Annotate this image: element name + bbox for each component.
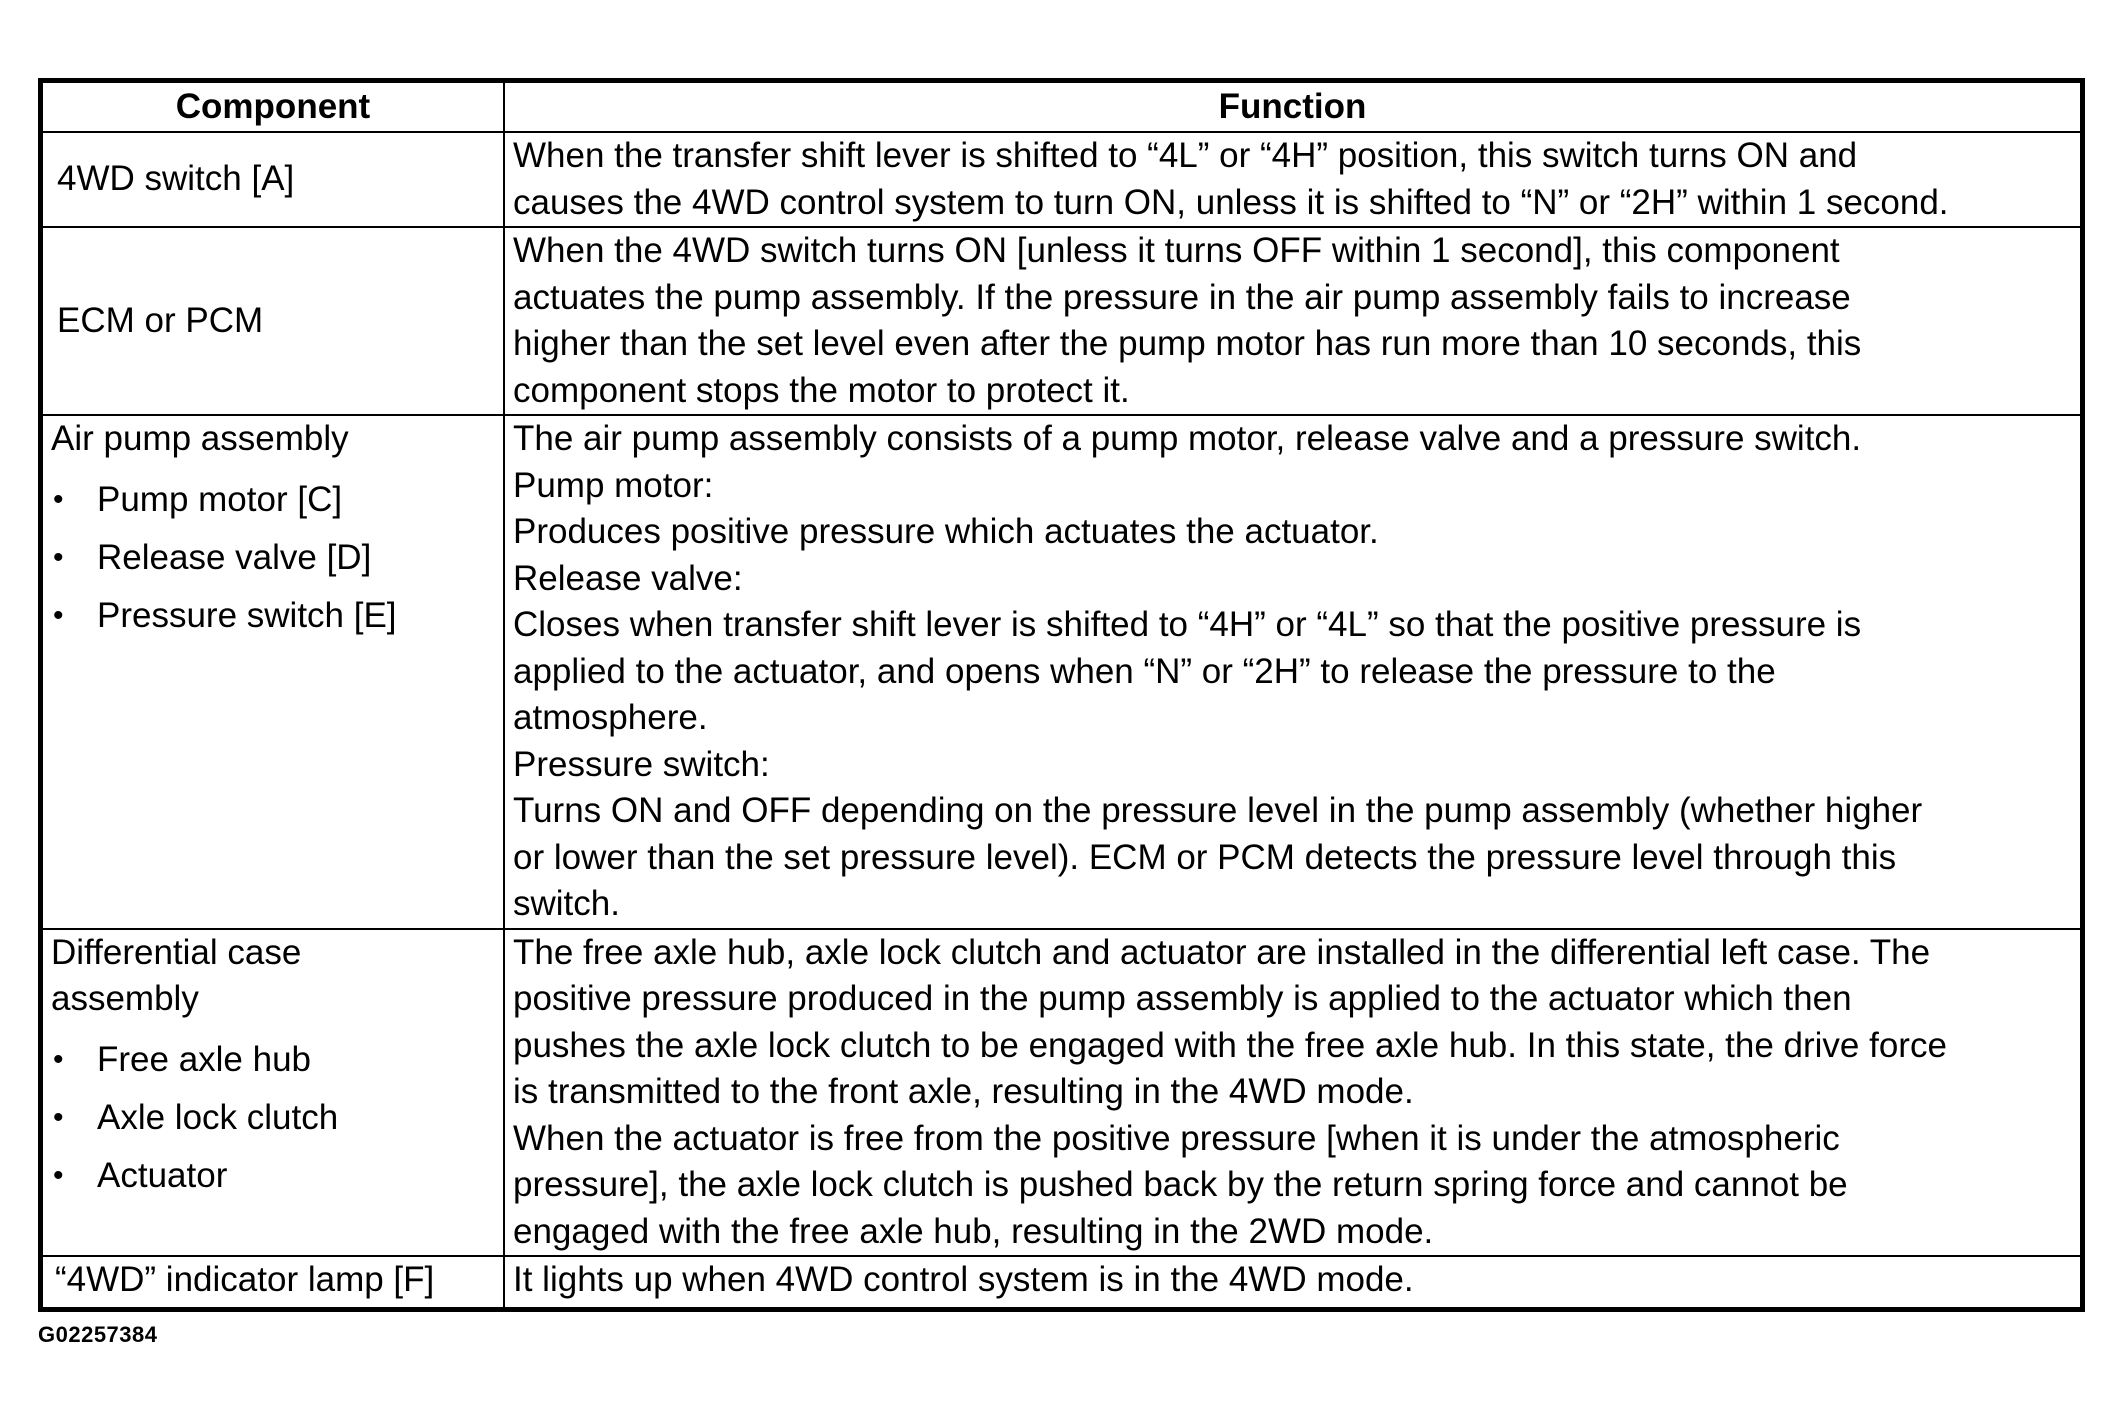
sub-component-label: Release valve [D]	[97, 537, 372, 577]
function-line: The free axle hub, axle lock clutch and actuator are installed in the differential left case. The	[513, 932, 1931, 972]
function-line: atmosphere.	[513, 698, 708, 737]
header-row	[43, 83, 2080, 132]
function-line: applied to the actuator, and opens when “N” or “2H” to release the pressure to the	[513, 651, 1776, 691]
function-line: pushes the axle lock clutch to be engaged with the free axle hub. In this state, the drive force	[513, 1025, 1947, 1065]
sub-component-label: Pump motor [C]	[97, 479, 343, 519]
function-line: Pump motor:	[513, 465, 714, 505]
component-cell	[43, 132, 504, 227]
function-line: engaged with the free axle hub, resulting in the 2WD mode.	[513, 1211, 1434, 1251]
component-name: assembly	[51, 979, 199, 1018]
sub-component-label: Free axle hub	[97, 1039, 312, 1079]
list-item	[51, 471, 497, 529]
list-item	[51, 1147, 497, 1205]
function-line: switch.	[513, 884, 620, 923]
sub-component-label: Axle lock clutch	[97, 1097, 339, 1137]
component-name: ECM or PCM	[57, 300, 264, 340]
component-name: “4WD” indicator lamp [F]	[55, 1260, 435, 1299]
function-line: Release valve:	[513, 558, 743, 598]
component-cell	[43, 929, 504, 1257]
list-item	[51, 1089, 497, 1147]
component-name: Air pump assembly	[51, 419, 349, 458]
function-line: positive pressure produced in the pump assembly is applied to the actuator which then	[513, 979, 1852, 1018]
function-line: When the 4WD switch turns ON [unless it turns OFF within 1 second], this component	[513, 231, 1840, 270]
bullet-icon: •	[53, 482, 64, 516]
bullet-icon: •	[53, 1042, 64, 1076]
bullet-icon: •	[53, 1100, 64, 1134]
component-function-table	[38, 78, 2085, 1312]
component-cell	[43, 415, 504, 929]
function-line: higher than the set level even after the pump motor has run more than 10 seconds, this	[513, 324, 1862, 363]
function-cell	[504, 132, 2080, 227]
figure-id: G02257384	[38, 1322, 158, 1347]
table-row	[43, 227, 2080, 415]
component-name: 4WD switch [A]	[57, 159, 295, 199]
sub-component-list	[51, 1031, 497, 1205]
function-line: It lights up when 4WD control system is in the 4WD mode.	[513, 1260, 1414, 1299]
function-line: Pressure switch:	[513, 744, 770, 784]
bullet-icon: •	[53, 540, 64, 574]
function-line: is transmitted to the front axle, resulting in the 4WD mode.	[513, 1072, 1414, 1111]
function-cell	[504, 1256, 2080, 1307]
function-line: When the actuator is free from the positive pressure [when it is under the atmospheric	[513, 1118, 1840, 1158]
header-component: Component	[43, 83, 504, 132]
bullet-icon: •	[53, 1158, 64, 1192]
function-cell	[504, 227, 2080, 415]
header-function: Function	[504, 83, 2080, 132]
function-line: pressure], the axle lock clutch is pushed back by the return spring force and cannot be	[513, 1165, 1848, 1204]
list-item	[51, 1031, 497, 1089]
function-line: Closes when transfer shift lever is shifted to “4H” or “4L” so that the positive pressure is	[513, 605, 1862, 644]
sub-component-list	[51, 471, 497, 645]
list-item	[51, 587, 497, 645]
function-cell	[504, 415, 2080, 929]
table-row	[43, 929, 2080, 1257]
component-name: Differential case	[51, 932, 302, 972]
sub-component-label: Actuator	[97, 1155, 228, 1195]
function-line: Turns ON and OFF depending on the pressure level in the pump assembly (whether higher	[513, 791, 1923, 830]
table-row	[43, 132, 2080, 227]
function-line: causes the 4WD control system to turn ON, unless it is shifted to “N” or “2H” within 1 second.	[513, 182, 1949, 222]
list-item	[51, 529, 497, 587]
table-row	[43, 415, 2080, 929]
component-cell	[43, 1256, 504, 1307]
function-line: component stops the motor to protect it.	[513, 370, 1130, 410]
function-line: When the transfer shift lever is shifted to “4L” or “4H” position, this switch turns ON and	[513, 136, 1858, 175]
table	[43, 83, 2080, 1307]
function-line: Produces positive pressure which actuates the actuator.	[513, 512, 1379, 551]
function-line: actuates the pump assembly. If the pressure in the air pump assembly fails to increase	[513, 277, 1851, 317]
function-line: The air pump assembly consists of a pump motor, release valve and a pressure switch.	[513, 419, 1862, 458]
sub-component-label: Pressure switch [E]	[97, 595, 397, 635]
function-line: or lower than the set pressure level). ECM or PCM detects the pressure level through this	[513, 837, 1897, 877]
function-cell	[504, 929, 2080, 1257]
bullet-icon: •	[53, 598, 64, 632]
table-row	[43, 1256, 2080, 1307]
component-cell	[43, 227, 504, 415]
